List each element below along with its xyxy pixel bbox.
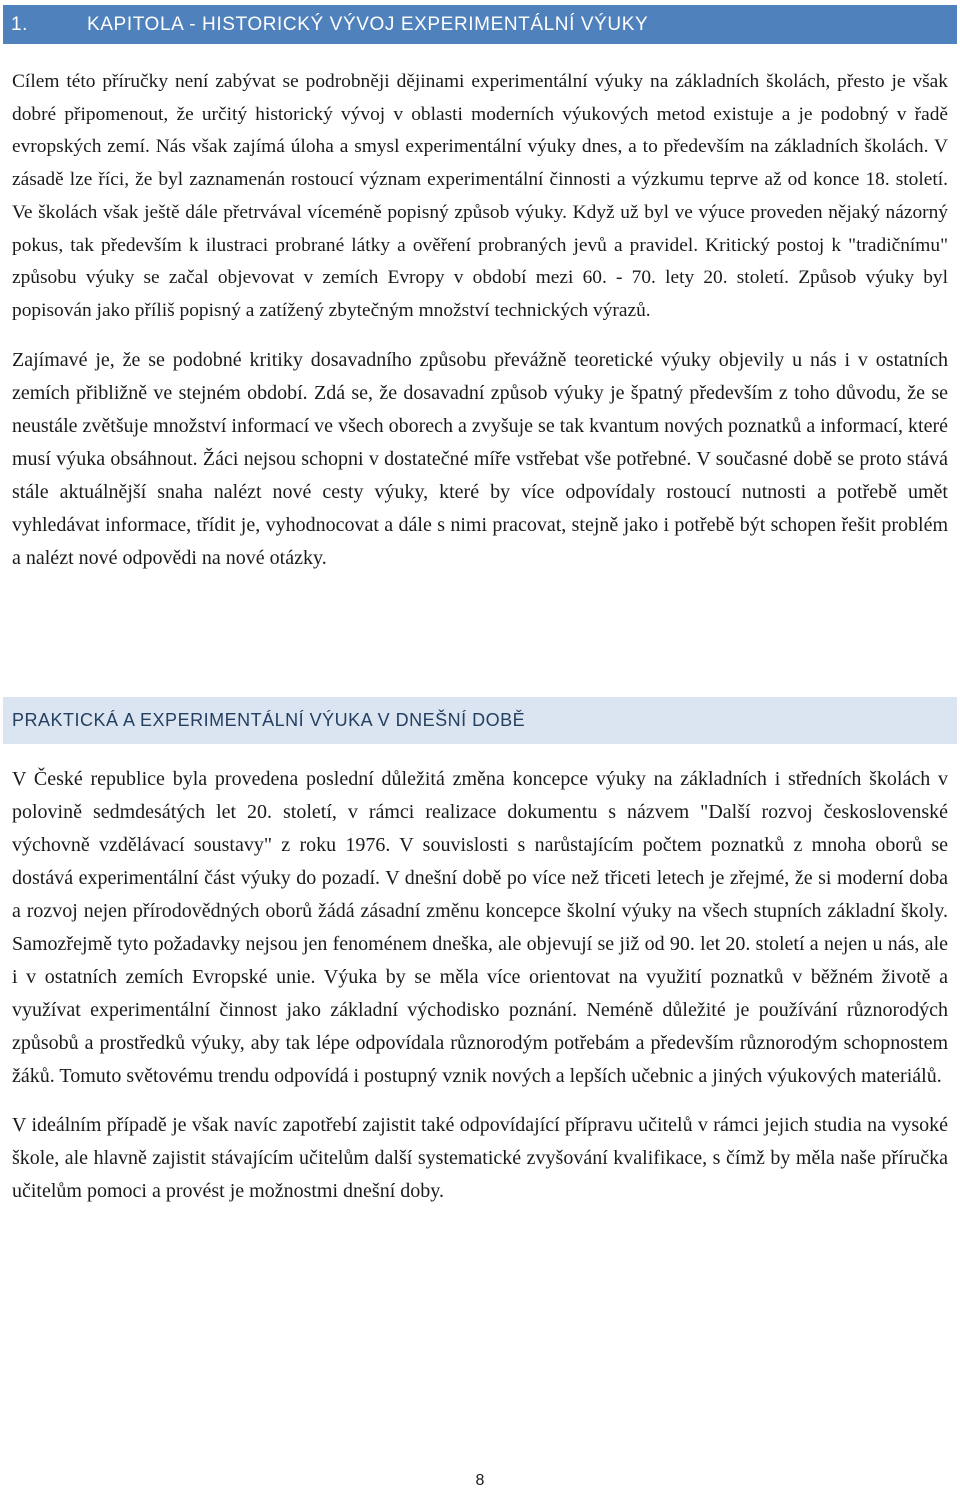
paragraph-czech-republic: V České republice byla provedena poslední důležitá změna koncepce výuky na základních i středních školách v polovině sedmdesátých let 20. století, v rámci realizace dokumentu s názvem "Další rozvoj československé výchovně vzdělávací soustavy" z roku 1976. V souvislosti s narůstajícím počtem poznatků z mnoha oborů se dostává experimentální část výuky do pozadí. V dnešní době po více než třiceti letech je zřejmé, že si moderní doba a rozvoj nejen přírodovědných oborů žádá zásadní změnu koncepce školní výuky na všech stupních základní školy. Samozřejmě tyto požadavky nejsou jen fenoménem dneška, ale objevují se již od 90. let 20. století a nejen u nás, ale i v ostatních zemích Evropské unie. Výuka by se měla více orientovat na využití poznatků v běžném životě a využívat experimentální činnost jako základní východisko poznání. Neméně důležité je používání různorodých způsobů a prostředků výuky, aby tak lépe odpovídala různorodým potřebám a především různorodým schopnostem žáků. Tomuto světovému trendu odpovídá i postupný vznik nových a lepších učebnic a jiných výukových materiálů. [12,768,948,1087]
paragraph-criticism: Zajímavé je, že se podobné kritiky dosavadního způsobu převážně teoretické výuky objevily u nás i v ostatních zemích přibližně ve stejném období. Zdá se, že dosavadní způsob výuky je špatný především z toho důvodu, že se neustále zvětšuje množství informací ve všech oborech a zvyšuje se tak kvantum nových poznatků a informací, které musí výuka obsáhnout. Žáci nejsou schopni v dostatečné míře vstřebat vše potřebné. V současné době se proto stává stále aktuálnější snaha nalézt nové cesty výuky, které by více odpovídaly rostoucí nutnosti a potřebě umět vyhledávat informace, třídit je, vyhodnocovat a dále s nimi pracovat, stejně jako i potřebě být schopen řešit problém a nalézt nové odpovědi na nové otázky. [12,348,948,569]
chapter-number: 1. [11,13,29,35]
chapter-body [12,66,948,575]
page-number: 8 [475,1472,485,1489]
section-body [12,763,948,1208]
section-heading [3,697,957,744]
chapter-title: KAPITOLA - HISTORICKÝ VÝVOJ EXPERIMENTÁLNÍ VÝUKY [87,13,649,35]
paragraph-intro: Cílem této příručky není zabývat se podrobněji dějinami experimentální výuky na základních školách, přesto je však dobré připomenout, že určitý historický vývoj v oblasti moderních výukových metod existuje a je podobný v řadě evropských zemí. Nás však zajímá úloha a smysl experimentální výuky dnes, a to především na základních školách. V zásadě lze říci, že byl zaznamenán rostoucí význam experimentální činnosti a výzkumu teprve až od konce 18. století. Ve školách však ještě dále přetrvával víceméně popisný způsob výuky. Když už byl ve výuce proveden nějaký názorný pokus, tak především k ilustraci probrané látky a ověření probraných jevů a pravidel. Kritický postoj k "tradičnímu" způsobu výuky se začal objevovat v zemích Evropy v období mezi 60. - 70. lety 20. století. Způsob výuky byl popisován jako příliš popisný a zatížený zbytečným množství technických výrazů. [12,71,948,321]
paragraph-ideal-case: V ideálním případě je však navíc zapotřebí zajistit také odpovídající přípravu učitelů v rámci jejich studia na vysoké škole, ale hlavně zajistit stávajícím učitelům další systematické zvyšování kvalifikace, s čímž by měla naše příručka učitelům pomoci a provést je možnostmi dnešní doby. [12,1114,948,1202]
section-title: PRAKTICKÁ A EXPERIMENTÁLNÍ VÝUKA V DNEŠNÍ DOBĚ [12,710,526,730]
chapter-heading [3,5,957,44]
